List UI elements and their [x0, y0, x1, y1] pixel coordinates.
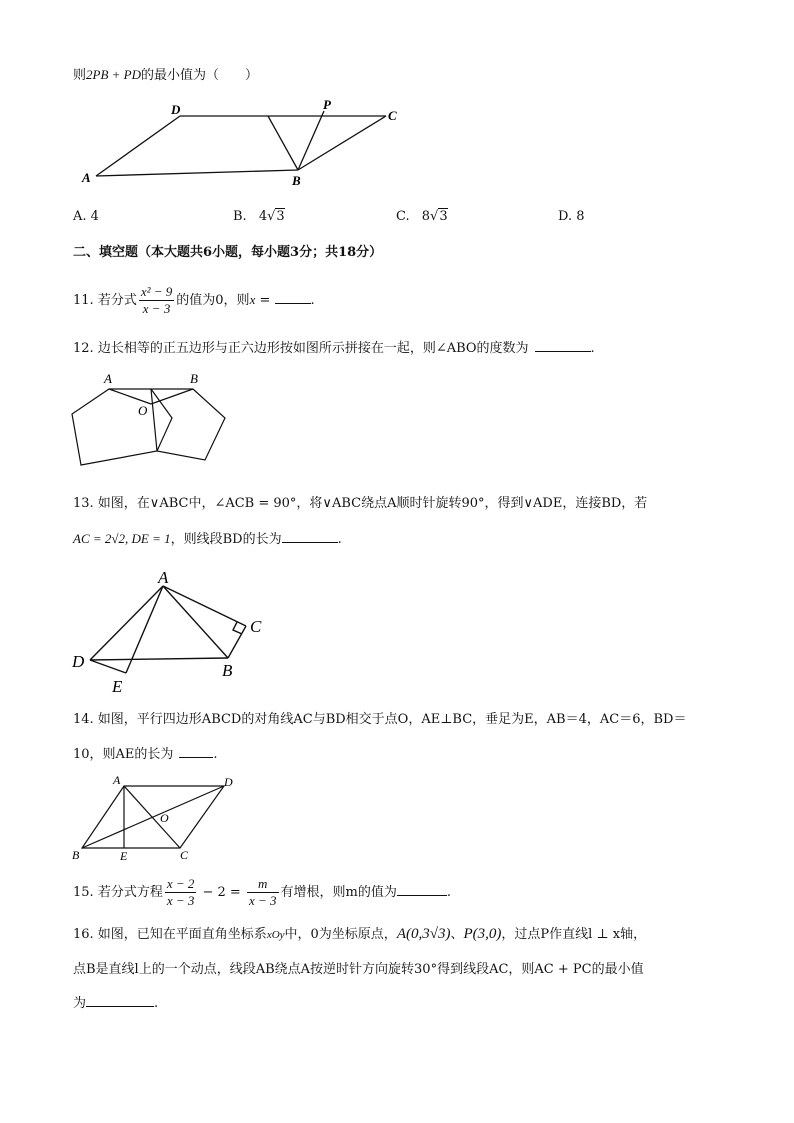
fig4-label-o: O [160, 811, 169, 825]
q13-answer-blank[interactable] [282, 530, 338, 543]
choice-c-radicand: 3 [439, 209, 448, 224]
top-prefix: 则 [73, 68, 87, 83]
q16-point-p: P(3,0) [463, 926, 502, 942]
q11-number: 11. [73, 293, 98, 308]
q14-end: . [213, 747, 218, 762]
q15-post: 有增根，则m的值为 [280, 885, 397, 900]
q14-answer-blank[interactable] [179, 745, 213, 758]
q13-end: . [337, 532, 342, 547]
q11-frac-den: x − 3 [142, 301, 171, 316]
choice-c-letter: C. [396, 209, 414, 224]
q16-tail: 为 [73, 996, 87, 1011]
q15-number: 15. [73, 885, 98, 900]
q15-f1-den: x − 3 [166, 893, 195, 908]
choice-a-letter: A. [73, 209, 91, 224]
fig3-label-d: D [72, 652, 85, 671]
question-16-line3 [73, 994, 158, 1013]
fig4-label-a: A [113, 773, 121, 787]
q15-minus: − 2 = [198, 885, 245, 900]
fig4-label-b: B [72, 848, 80, 862]
q15-f2-num: m [247, 876, 279, 893]
q11-frac-num: x² − 9 [140, 284, 173, 299]
fig1-label-d: D [171, 102, 181, 117]
question-15 [73, 873, 451, 913]
fig1-label-p: P [323, 98, 331, 112]
q16-sep: 、 [450, 927, 464, 942]
fig1-label-b: B [292, 173, 301, 188]
fig4-label-d: D [224, 775, 233, 789]
question-top-line [73, 66, 258, 85]
choice-b-letter: B. [233, 209, 251, 224]
top-suffix: 的最小值为（ ） [141, 68, 259, 83]
q11-fraction [139, 284, 174, 317]
q11-end: . [310, 293, 315, 308]
q16-point-a: A(0,3√3) [396, 926, 451, 942]
top-expression: 2PB + PD [86, 67, 141, 82]
q16-answer-blank[interactable] [86, 994, 154, 1007]
q12-answer-blank[interactable] [535, 339, 591, 352]
fig3-label-a: A [158, 568, 169, 587]
question-14-line1: 14. 如图，平行四边形ABCD的对角线AC与BD相交于点O，AE⊥BC，垂足为E，AB＝4，AC＝6，BD＝ [73, 712, 687, 727]
q13-ask: ，则线段BD的长为 [170, 532, 282, 547]
choice-d-value: 8 [576, 209, 585, 224]
q11-mid: 的值为0，则 [176, 293, 250, 308]
question-11 [73, 280, 315, 321]
fig2-label-b: B [190, 371, 198, 386]
fig4-label-e: E [120, 849, 128, 863]
q16-intro: 16. 如图，已知在平面直角坐标系 [73, 927, 267, 942]
q15-f1-num: x − 2 [166, 876, 195, 891]
q11-eq: = [255, 293, 275, 308]
q16-end: . [154, 996, 159, 1011]
choice-b-coef: 4 [258, 209, 268, 224]
question-13-line1: 13. 如图，在∨ABC中，∠ACB = 90°，将∨ABC绕点A顺时针旋转90°，得到∨ADE，连接BD，若 [73, 496, 648, 511]
q15-end: . [446, 885, 451, 900]
q13-given: AC = 2√2, DE = 1 [73, 531, 171, 546]
q11-answer-blank[interactable] [275, 291, 311, 304]
question-16-line1 [73, 925, 646, 944]
choice-d[interactable] [558, 208, 585, 226]
choice-b[interactable]: B. 4√3 [233, 209, 285, 224]
figure-parallelogram-diagonals [68, 772, 248, 867]
fig1-label-a: A [82, 170, 91, 185]
fig1-label-c: C [388, 108, 397, 123]
question-12 [73, 339, 595, 358]
question-14-line2 [73, 745, 218, 764]
q15-fraction-2 [247, 876, 279, 909]
q16-xoy: xOy [266, 929, 285, 941]
q15-f2-den: x − 3 [248, 893, 277, 908]
q15-fraction-1 [165, 876, 197, 909]
choice-a-value: 4 [90, 209, 99, 224]
choice-c[interactable]: C. 8√3 [396, 209, 448, 224]
choice-c-coef: 8 [421, 209, 431, 224]
q16-line-l: ，过点P作直线l ⊥ x轴， [501, 927, 647, 942]
q16-origin: 中，0为坐标原点， [284, 927, 397, 942]
q12-text: 边长相等的正五边形与正六边形按如图所示拼接在一起，则∠ABO的度数为 [97, 341, 529, 356]
q12-end: . [590, 341, 595, 356]
figure-hexagon-pentagon [68, 368, 238, 473]
choice-b-radicand: 3 [276, 209, 285, 224]
choice-a[interactable] [73, 208, 99, 226]
q11-var: x [249, 292, 256, 307]
q14-ask: 10，则AE的长为 [73, 747, 174, 762]
fig2-label-a: A [104, 371, 112, 386]
question-13-line2 [73, 530, 342, 549]
section-title: 二、填空题（本大题共6小题，每小题3分；共18分） [73, 245, 383, 260]
question-16-line2: 点B是直线l上的一个动点，线段AB绕点A按逆时针方向旋转30°得到线段AC，则AC + PC的最小值 [73, 962, 644, 977]
fig2-label-o: O [138, 403, 148, 418]
q15-answer-blank[interactable] [397, 883, 447, 896]
fig3-label-b: B [222, 661, 233, 680]
figure-parallelogram-p [74, 98, 414, 188]
q12-number: 12. [73, 341, 98, 356]
choice-d-letter: D. [558, 209, 577, 224]
q15-pre: 若分式方程 [97, 885, 163, 900]
fig3-label-c: C [250, 617, 262, 636]
figure-rotated-triangle [70, 566, 270, 696]
q11-pre: 若分式 [97, 293, 137, 308]
fig4-label-c: C [180, 848, 189, 862]
fig3-label-e: E [112, 677, 123, 696]
